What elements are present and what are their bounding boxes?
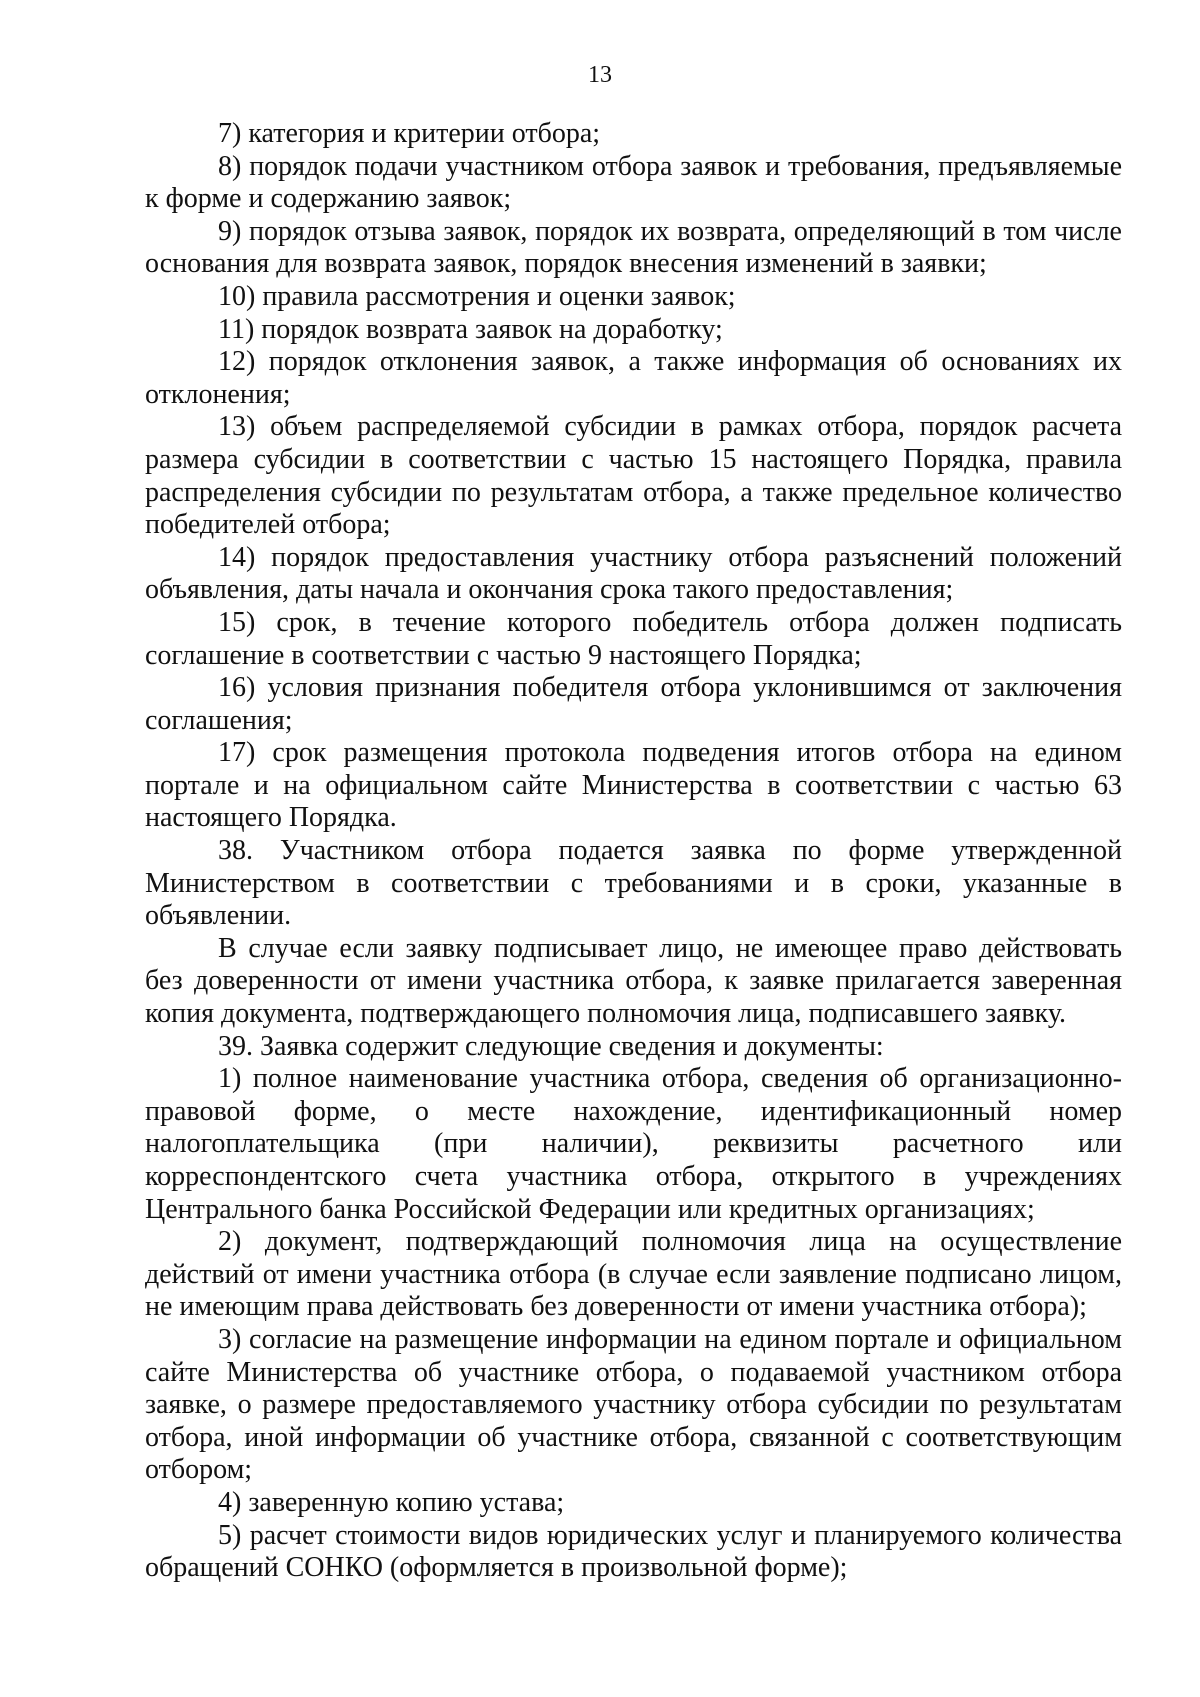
clause-38: 38. Участником отбора подается заявка по форме утвержденной Министерством в соответствии с требованиями и в сроки, указанные в объявлении. bbox=[145, 835, 1122, 932]
list-item-12: 12) порядок отклонения заявок, а также информация об основаниях их отклонения; bbox=[145, 346, 1122, 410]
list-item-17: 17) срок размещения протокола подведения итогов отбора на едином портале и на официальном сайте Министерства в соответствии с частью 63 настоящего Порядка. bbox=[145, 737, 1122, 834]
clause-39-item-5: 5) расчет стоимости видов юридических услуг и планируемого количества обращений СОНКО (оформляется в произвольной форме); bbox=[145, 1519, 1122, 1584]
list-item-14: 14) порядок предоставления участнику отбора разъяснений положений объявления, даты начала и окончания срока такого предоставления; bbox=[145, 541, 1122, 606]
clause-39: 39. Заявка содержит следующие сведения и документы: bbox=[218, 1030, 884, 1062]
document-body bbox=[145, 118, 1122, 1585]
list-item-8: 8) порядок подачи участником отбора заявок и требования, предъявляемые к форме и содержанию заявок; bbox=[145, 150, 1122, 215]
list-item-7: 7) категория и критерии отбора; bbox=[218, 118, 601, 149]
list-item-10: 10) правила рассмотрения и оценки заявок; bbox=[218, 280, 736, 312]
page-number: 13 bbox=[588, 62, 612, 88]
clause-38-note: В случае если заявку подписывает лицо, не имеющее право действовать без доверенности от имени участника отбора, к заявке прилагается заверенная копия документа, подтверждающего полномочия лица, подписавшего заявку. bbox=[145, 932, 1122, 1030]
list-item-11: 11) порядок возврата заявок на доработку; bbox=[218, 313, 723, 345]
clause-39-item-1: 1) полное наименование участника отбора, сведения об организационно-правовой форме, о месте нахождение, идентификационный номер налогоплательщика (при наличии), реквизиты расчетного или корреспондентского счета участника отбора, открытого в учреждениях Центрального банка Российской Федерации или кредитных организациях; bbox=[145, 1063, 1122, 1225]
list-item-16: 16) условия признания победителя отбора уклонившимся от заключения соглашения; bbox=[145, 672, 1122, 736]
list-item-13: 13) объем распределяемой субсидии в рамках отбора, порядок расчета размера субсидии в соответствии с частью 15 настоящего Порядка, правила распределения субсидии по результатам отбора, а также предельное количество победителей отбора; bbox=[145, 411, 1122, 541]
clause-39-item-4: 4) заверенную копию устава; bbox=[218, 1486, 565, 1518]
clause-39-item-2: 2) документ, подтверждающий полномочия лица на осуществление действий от имени участника отбора (в случае если заявление подписано лицом, не имеющим права действовать без доверенности от имени участника отбора); bbox=[145, 1226, 1122, 1323]
list-item-15: 15) срок, в течение которого победитель отбора должен подписать соглашение в соответствии с частью 9 настоящего Порядка; bbox=[145, 606, 1122, 671]
list-item-9: 9) порядок отзыва заявок, порядок их возврата, определяющий в том числе основания для возврата заявок, порядок внесения изменений в заявки; bbox=[145, 215, 1122, 280]
clause-39-item-3: 3) согласие на размещение информации на едином портале и официальном сайте Министерства об участнике отбора, о подаваемой участником отбора заявке, о размере предоставляемого участнику отбора субсидии по результатам отбора, иной информации об участнике отбора, связанной с соответствующим отбором; bbox=[145, 1323, 1122, 1486]
